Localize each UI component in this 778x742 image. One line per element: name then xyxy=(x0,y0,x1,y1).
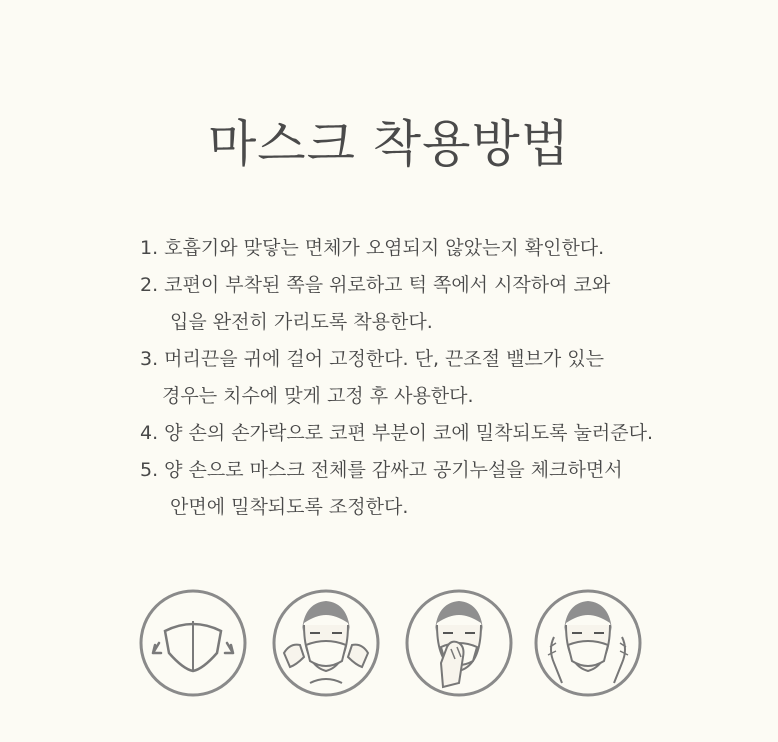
mask-check-icon xyxy=(137,587,249,699)
step-2-continued: 입을 완전히 가리도록 착용한다. xyxy=(170,311,433,333)
step-1: 1. 호흡기와 맞닿는 면체가 오염되지 않았는지 확인한다. xyxy=(140,237,605,259)
step-3-continued: 경우는 치수에 맞게 고정 후 사용한다. xyxy=(162,385,474,407)
step-5: 5. 양 손으로 마스크 전체를 감싸고 공기누설을 체크하면서 xyxy=(140,459,623,481)
step-4: 4. 양 손의 손가락으로 코편 부분이 코에 밀착되도록 눌러준다. xyxy=(140,422,653,444)
step-3: 3. 머리끈을 귀에 걸어 고정한다. 단, 끈조절 밸브가 있는 xyxy=(140,348,604,370)
step-2: 2. 코편이 부착된 쪽을 위로하고 턱 쪽에서 시작하여 코와 xyxy=(140,274,611,296)
step-5-continued: 안면에 밀착되도록 조정한다. xyxy=(170,496,409,518)
press-nose-icon xyxy=(403,587,515,699)
page-title: 마스크 착용방법 xyxy=(208,115,570,173)
illustration-row xyxy=(0,587,778,737)
adjust-mask-icon xyxy=(532,587,644,699)
instruction-list xyxy=(140,230,740,526)
wear-mask-icon xyxy=(270,587,382,699)
